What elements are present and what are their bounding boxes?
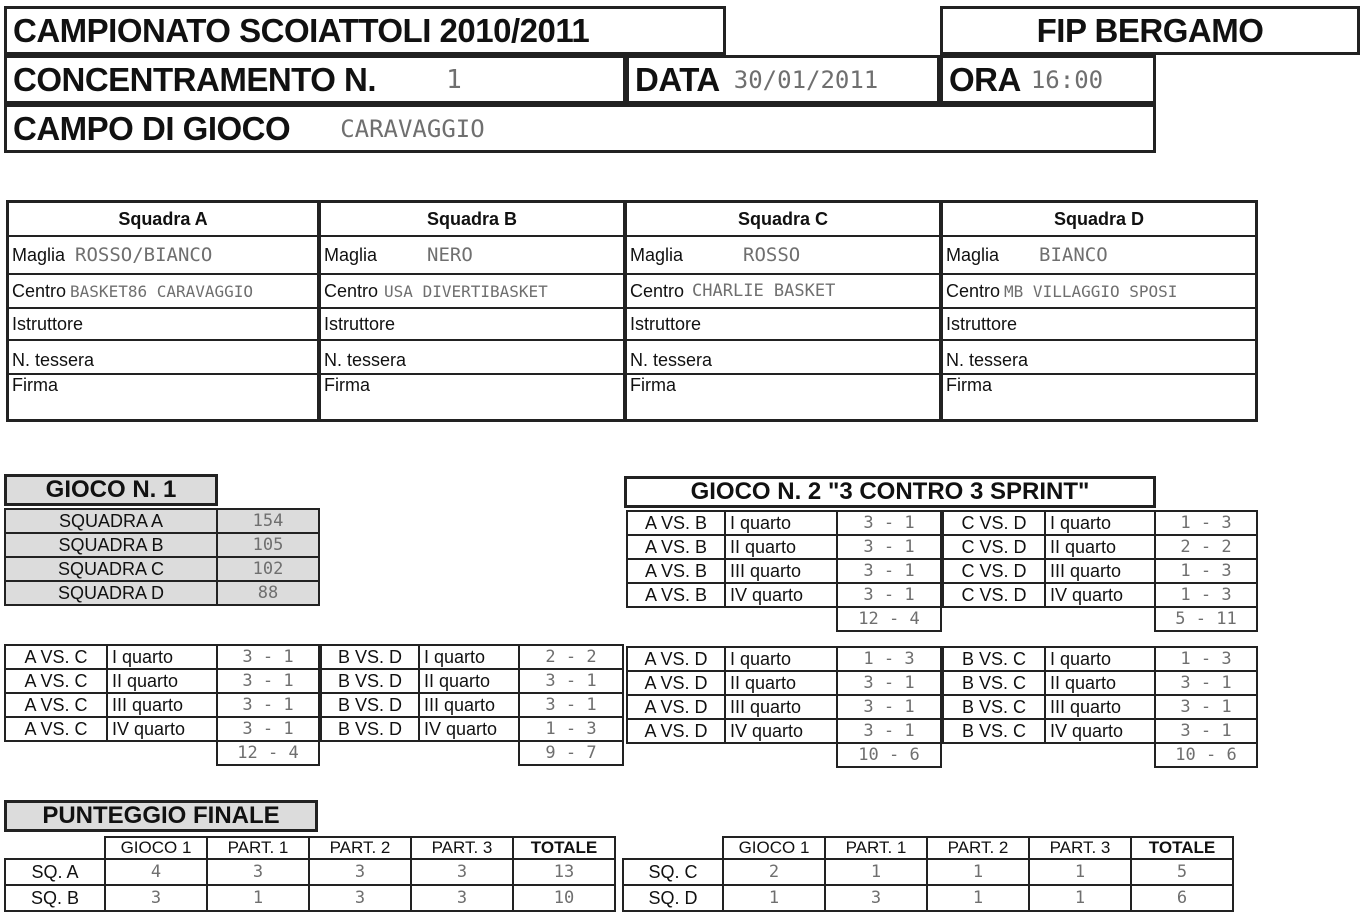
match-a-vs-b <box>626 510 942 632</box>
table-row <box>5 557 319 581</box>
quarto-score: 1 - 3 <box>1155 647 1257 671</box>
quarto-score: 3 - 1 <box>837 583 941 607</box>
finale-col-header: PART. 1 <box>207 837 309 859</box>
squadra-d-istruttore <box>943 309 1255 341</box>
quarto-score: 1 - 3 <box>837 647 941 671</box>
corner-cell <box>623 837 723 859</box>
istruttore-label: Istruttore <box>946 313 1018 334</box>
table-row <box>627 511 941 535</box>
finale-value: 3 <box>207 859 309 885</box>
concentramento-box <box>4 55 626 104</box>
squadra-d-centro-value: MB VILLAGGIO SPOSI <box>1004 281 1178 301</box>
match-table <box>626 510 942 632</box>
quarto-score: 3 - 1 <box>217 717 319 741</box>
tessera-label: N. tessera <box>324 350 407 370</box>
table-row <box>627 695 941 719</box>
page-title: CAMPIONATO SCOIATTOLI 2010/2011 <box>13 11 590 49</box>
header-title-box <box>4 6 726 55</box>
table-row <box>5 741 319 765</box>
finale-value: 13 <box>513 859 615 885</box>
quarto-score: 3 - 1 <box>217 693 319 717</box>
squadra-a-centro-value: BASKET86 CARAVAGGIO <box>70 281 254 301</box>
finale-value: 10 <box>513 885 615 911</box>
quarto-score: 3 - 1 <box>837 559 941 583</box>
match-label: B VS. C <box>943 647 1045 671</box>
quarto-label: IV quarto <box>1045 583 1155 607</box>
gioco1-title-box <box>4 474 218 506</box>
finale-value: 3 <box>411 885 513 911</box>
centro-label: Centro <box>946 280 1001 301</box>
org-name: FIP BERGAMO <box>1036 11 1264 49</box>
table-row <box>943 559 1257 583</box>
match-label: A VS. B <box>627 559 725 583</box>
finale-col-header: TOTALE <box>1131 837 1233 859</box>
table-row <box>623 859 1233 885</box>
gioco1-table <box>4 508 320 606</box>
table-row <box>321 669 623 693</box>
gioco1-score: 105 <box>217 533 319 557</box>
quarto-score: 3 - 1 <box>837 511 941 535</box>
finale-col-header: PART. 2 <box>927 837 1029 859</box>
squadra-d-card <box>940 200 1258 422</box>
table-row <box>5 693 319 717</box>
spacer <box>627 743 837 767</box>
squadra-d-maglia-value: BIANCO <box>1039 244 1108 266</box>
quarto-label: III quarto <box>419 693 519 717</box>
tessera-label: N. tessera <box>946 350 1029 370</box>
gioco1-team: SQUADRA A <box>5 509 217 533</box>
squadra-a-centro <box>9 275 317 309</box>
finale-table <box>622 836 1234 912</box>
quarto-label: IV quarto <box>725 719 837 743</box>
quarto-score: 3 - 1 <box>1155 719 1257 743</box>
match-label: B VS. D <box>321 693 419 717</box>
table-row <box>627 647 941 671</box>
squadra-d-maglia <box>943 237 1255 275</box>
match-label: A VS. C <box>5 717 107 741</box>
squadra-c-title: Squadra C <box>627 203 939 237</box>
finale-value: 3 <box>309 859 411 885</box>
squadra-a-firma <box>9 375 317 419</box>
quarto-score: 2 - 2 <box>519 645 623 669</box>
squadra-c-centro <box>627 275 939 309</box>
quarto-label: III quarto <box>107 693 217 717</box>
centro-label: Centro <box>12 280 67 301</box>
squadra-a-card <box>6 200 320 422</box>
squadra-a-maglia <box>9 237 317 275</box>
istruttore-label: Istruttore <box>324 313 396 334</box>
squadra-b-maglia <box>321 237 623 275</box>
squadre-panel <box>6 200 1258 424</box>
finale-table-right <box>622 836 1258 912</box>
match-table <box>626 646 942 768</box>
squadra-b-centro <box>321 275 623 309</box>
squadra-a-tessera <box>9 341 317 375</box>
quarto-score: 3 - 1 <box>217 669 319 693</box>
table-row <box>5 717 319 741</box>
squadra-d-firma <box>943 375 1255 419</box>
finale-value: 3 <box>411 859 513 885</box>
gioco1-score: 88 <box>217 581 319 605</box>
istruttore-label: Istruttore <box>630 313 702 334</box>
table-row <box>943 647 1257 671</box>
match-label: C VS. D <box>943 535 1045 559</box>
gioco2-title: GIOCO N. 2 "3 CONTRO 3 SPRINT" <box>690 478 1090 505</box>
gioco1-team: SQUADRA C <box>5 557 217 581</box>
table-row <box>627 559 941 583</box>
finale-value: 1 <box>207 885 309 911</box>
quarto-label: III quarto <box>1045 559 1155 583</box>
match-label: A VS. B <box>627 535 725 559</box>
match-total: 12 - 4 <box>217 741 319 765</box>
match-b-vs-d <box>320 644 624 766</box>
quarto-score: 1 - 3 <box>1155 559 1257 583</box>
finale-col-header: PART. 3 <box>1029 837 1131 859</box>
squadra-b-card <box>318 200 626 422</box>
match-total: 10 - 6 <box>837 743 941 767</box>
match-a-vs-d <box>626 646 942 768</box>
corner-cell <box>5 837 105 859</box>
quarto-score: 2 - 2 <box>1155 535 1257 559</box>
match-table <box>4 644 320 766</box>
campo-value: CARAVAGGIO <box>340 114 485 143</box>
finale-value: 1 <box>1029 859 1131 885</box>
quarto-label: II quarto <box>419 669 519 693</box>
match-label: A VS. C <box>5 669 107 693</box>
spacer <box>321 741 519 765</box>
spacer <box>627 607 837 631</box>
table-row <box>943 583 1257 607</box>
match-label: B VS. D <box>321 645 419 669</box>
finale-value: 1 <box>927 885 1029 911</box>
ora-label: ORA <box>949 60 1021 98</box>
quarto-score: 3 - 1 <box>519 693 623 717</box>
centro-label: Centro <box>324 280 379 301</box>
table-row <box>943 535 1257 559</box>
match-label: C VS. D <box>943 583 1045 607</box>
match-label: A VS. B <box>627 511 725 535</box>
quarto-label: III quarto <box>1045 695 1155 719</box>
quarto-label: I quarto <box>1045 511 1155 535</box>
finale-value: 5 <box>1131 859 1233 885</box>
quarto-score: 1 - 3 <box>1155 511 1257 535</box>
match-b-vs-c <box>942 646 1258 768</box>
quarto-label: II quarto <box>107 669 217 693</box>
quarto-score: 1 - 3 <box>1155 583 1257 607</box>
quarto-score: 3 - 1 <box>837 535 941 559</box>
finale-value: 3 <box>825 885 927 911</box>
table-row <box>943 671 1257 695</box>
squadra-c-maglia-value: ROSSO <box>743 244 801 266</box>
match-label: A VS. D <box>627 671 725 695</box>
ora-value: 16:00 <box>1030 65 1104 94</box>
table-row <box>5 645 319 669</box>
quarto-score: 3 - 1 <box>1155 671 1257 695</box>
squadra-b-title: Squadra B <box>321 203 623 237</box>
match-label: B VS. C <box>943 719 1045 743</box>
table-row <box>627 583 941 607</box>
quarto-label: II quarto <box>725 535 837 559</box>
table-row <box>321 645 623 669</box>
table-row <box>321 741 623 765</box>
finale-col-header: PART. 1 <box>825 837 927 859</box>
quarto-label: II quarto <box>1045 535 1155 559</box>
finale-value: 1 <box>927 859 1029 885</box>
finale-value: 4 <box>105 859 207 885</box>
quarto-score: 3 - 1 <box>519 669 623 693</box>
match-label: B VS. D <box>321 717 419 741</box>
squadra-d-centro <box>943 275 1255 309</box>
quarto-score: 3 - 1 <box>837 695 941 719</box>
gioco1-score: 102 <box>217 557 319 581</box>
table-row <box>5 885 615 911</box>
match-label: A VS. C <box>5 693 107 717</box>
table-row <box>5 859 615 885</box>
ora-box <box>940 55 1156 104</box>
finale-team: SQ. C <box>623 859 723 885</box>
match-label: A VS. D <box>627 719 725 743</box>
finale-value: 1 <box>723 885 825 911</box>
match-total: 12 - 4 <box>837 607 941 631</box>
finale-title-box <box>4 800 318 832</box>
squadra-c-centro-value: CHARLIE BASKET <box>692 281 836 301</box>
squadra-c-card <box>624 200 942 422</box>
squadra-c-istruttore <box>627 309 939 341</box>
quarto-label: I quarto <box>107 645 217 669</box>
tessera-label: N. tessera <box>12 350 95 370</box>
quarto-label: IV quarto <box>419 717 519 741</box>
squadra-b-tessera <box>321 341 623 375</box>
istruttore-label: Istruttore <box>12 313 84 334</box>
finale-value: 3 <box>105 885 207 911</box>
match-label: B VS. C <box>943 671 1045 695</box>
match-total: 10 - 6 <box>1155 743 1257 767</box>
match-label: B VS. C <box>943 695 1045 719</box>
data-box <box>626 55 940 104</box>
centro-label: Centro <box>630 280 685 301</box>
table-row <box>623 885 1233 911</box>
squadra-b-istruttore <box>321 309 623 341</box>
gioco1-score: 154 <box>217 509 319 533</box>
finale-value: 2 <box>723 859 825 885</box>
table-row <box>943 511 1257 535</box>
squadra-a-title: Squadra A <box>9 203 317 237</box>
finale-col-header: PART. 2 <box>309 837 411 859</box>
match-table <box>942 646 1258 768</box>
table-row <box>943 607 1257 631</box>
quarto-label: IV quarto <box>107 717 217 741</box>
match-label: A VS. B <box>627 583 725 607</box>
table-row <box>623 837 1233 859</box>
firma-label: Firma <box>324 375 370 395</box>
match-a-vs-c <box>4 644 320 766</box>
table-row <box>627 607 941 631</box>
quarto-score: 3 - 1 <box>217 645 319 669</box>
quarto-label: I quarto <box>419 645 519 669</box>
table-row <box>627 719 941 743</box>
gioco1-title: GIOCO N. 1 <box>45 476 177 503</box>
gioco1-team: SQUADRA B <box>5 533 217 557</box>
quarto-score: 1 - 3 <box>519 717 623 741</box>
match-label: C VS. D <box>943 511 1045 535</box>
quarto-label: I quarto <box>1045 647 1155 671</box>
match-label: C VS. D <box>943 559 1045 583</box>
maglia-label: Maglia <box>324 244 378 265</box>
finale-col-header: TOTALE <box>513 837 615 859</box>
table-row <box>5 669 319 693</box>
table-row <box>5 533 319 557</box>
spacer <box>943 743 1155 767</box>
quarto-score: 3 - 1 <box>837 719 941 743</box>
finale-col-header: GIOCO 1 <box>723 837 825 859</box>
quarto-label: II quarto <box>1045 671 1155 695</box>
table-row <box>321 693 623 717</box>
concentramento-value: 1 <box>446 64 462 95</box>
spacer <box>943 607 1155 631</box>
table-row <box>5 837 615 859</box>
squadra-a-maglia-value: ROSSO/BIANCO <box>75 244 213 266</box>
concentramento-label: CONCENTRAMENTO N. <box>13 60 377 98</box>
finale-value: 3 <box>309 885 411 911</box>
quarto-label: III quarto <box>725 559 837 583</box>
squadra-b-firma <box>321 375 623 419</box>
firma-label: Firma <box>630 375 676 395</box>
squadra-c-tessera <box>627 341 939 375</box>
quarto-score: 3 - 1 <box>837 671 941 695</box>
match-label: A VS. D <box>627 695 725 719</box>
finale-title: PUNTEGGIO FINALE <box>42 802 280 829</box>
table-row <box>627 743 941 767</box>
spacer <box>5 741 217 765</box>
finale-value: 1 <box>825 859 927 885</box>
finale-table <box>4 836 616 912</box>
match-table <box>942 510 1258 632</box>
table-row <box>943 695 1257 719</box>
finale-col-header: PART. 3 <box>411 837 513 859</box>
quarto-label: IV quarto <box>1045 719 1155 743</box>
match-total: 9 - 7 <box>519 741 623 765</box>
match-label: B VS. D <box>321 669 419 693</box>
campo-label: CAMPO DI GIOCO <box>13 109 291 147</box>
match-c-vs-d <box>942 510 1258 632</box>
quarto-label: III quarto <box>725 695 837 719</box>
squadra-b-centro-value: USA DIVERTIBASKET <box>384 281 548 301</box>
squadra-d-title: Squadra D <box>943 203 1255 237</box>
table-row <box>627 535 941 559</box>
finale-value: 6 <box>1131 885 1233 911</box>
quarto-label: I quarto <box>725 511 837 535</box>
squadra-a-istruttore <box>9 309 317 341</box>
quarto-label: I quarto <box>725 647 837 671</box>
table-row <box>5 581 319 605</box>
data-value: 30/01/2011 <box>733 65 879 94</box>
table-row <box>943 743 1257 767</box>
squadra-c-maglia <box>627 237 939 275</box>
finale-team: SQ. B <box>5 885 105 911</box>
match-label: A VS. D <box>627 647 725 671</box>
finale-team: SQ. D <box>623 885 723 911</box>
finale-col-header: GIOCO 1 <box>105 837 207 859</box>
squadra-c-firma <box>627 375 939 419</box>
finale-team: SQ. A <box>5 859 105 885</box>
maglia-label: Maglia <box>12 244 66 265</box>
squadra-d-tessera <box>943 341 1255 375</box>
match-table <box>320 644 624 766</box>
squadra-b-maglia-value: NERO <box>427 244 473 266</box>
quarto-score: 3 - 1 <box>1155 695 1257 719</box>
quarto-label: II quarto <box>725 671 837 695</box>
campo-box <box>4 104 1156 153</box>
maglia-label: Maglia <box>630 244 684 265</box>
table-row <box>627 671 941 695</box>
finale-value: 1 <box>1029 885 1131 911</box>
gioco1-team: SQUADRA D <box>5 581 217 605</box>
table-row <box>5 509 319 533</box>
match-total: 5 - 11 <box>1155 607 1257 631</box>
table-row <box>943 719 1257 743</box>
gioco2-title-box <box>624 476 1156 508</box>
quarto-label: IV quarto <box>725 583 837 607</box>
table-row <box>321 717 623 741</box>
finale-table-left <box>4 836 620 912</box>
org-box <box>940 6 1360 55</box>
firma-label: Firma <box>12 375 58 395</box>
tessera-label: N. tessera <box>630 350 713 370</box>
data-label: DATA <box>635 60 720 98</box>
maglia-label: Maglia <box>946 244 1000 265</box>
match-label: A VS. C <box>5 645 107 669</box>
firma-label: Firma <box>946 375 992 395</box>
